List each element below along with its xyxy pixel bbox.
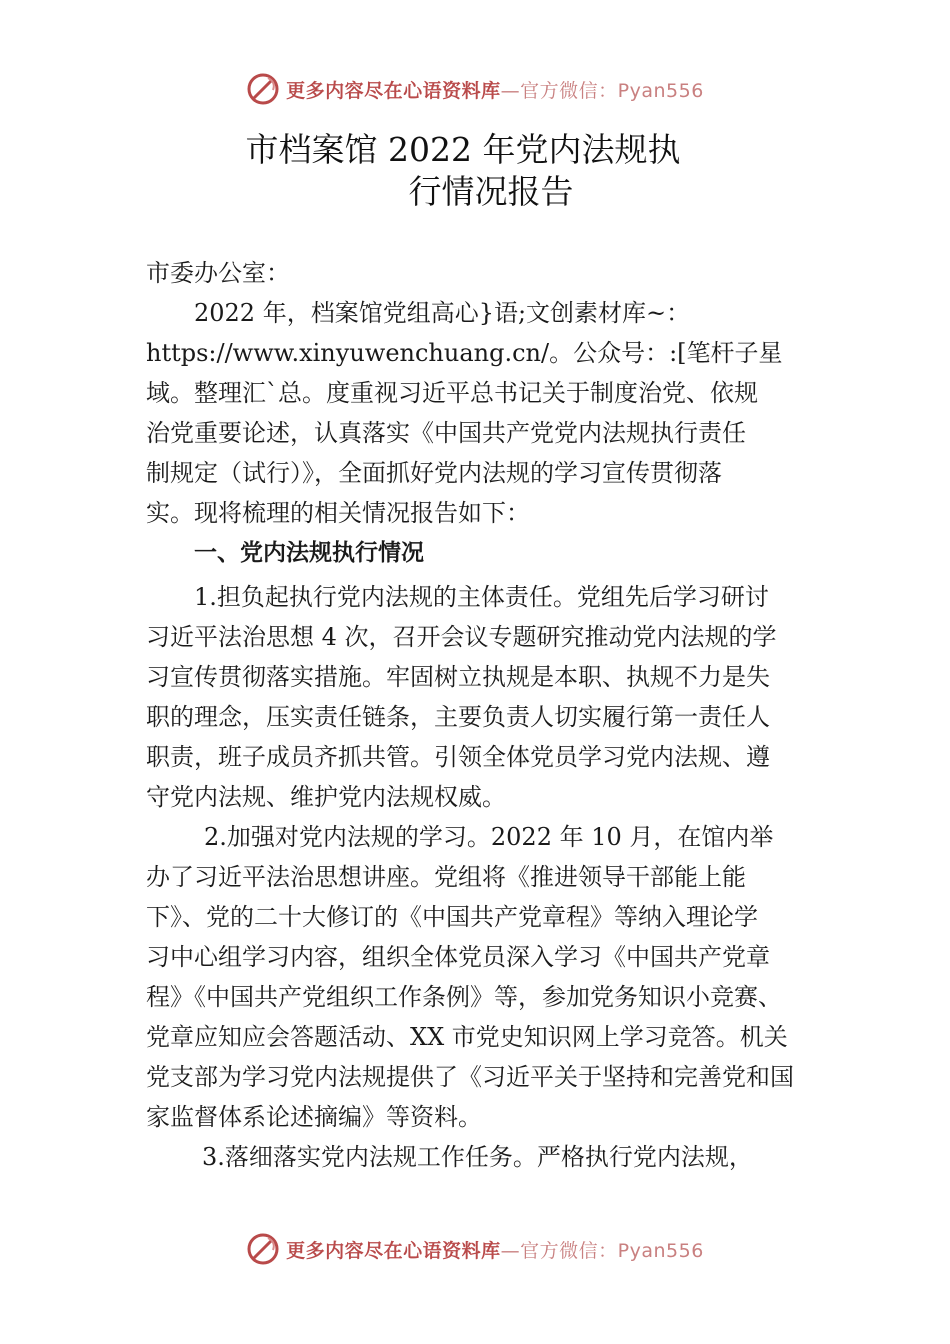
paragraph-line: 治党重要论述，认真落实《中国共产党党内法规执行责任: [146, 419, 746, 447]
paragraph-line: 习中心组学习内容，组织全体党员深入学习《中国共产党章: [146, 943, 770, 971]
paragraph-line: 家监督体系论述摘编》等资料。: [146, 1103, 482, 1131]
paragraph-line: 2.加强对党内法规的学习。2022 年 10 月，在馆内举: [204, 823, 774, 851]
paragraph-line: 制规定（试行）》，全面抓好党内法规的学习宣传贯彻落: [146, 459, 722, 487]
document-title-line-1: 市档案馆 2022 年党内法规执: [245, 130, 681, 169]
paragraph-line: 域。整理汇`总。度重视习近平总书记关于制度治党、依规: [146, 379, 758, 407]
section-heading: 一、党内法规执行情况: [194, 540, 424, 566]
paragraph-line: 程》《中国共产党组织工作条例》等，参加党务知识小竞赛、: [146, 983, 782, 1011]
paragraph-line: 职责，班子成员齐抓共管。引领全体党员学习党内法规、遵: [146, 743, 770, 771]
paragraph-line: 1.担负起执行党内法规的主体责任。党组先后学习研讨: [194, 583, 769, 611]
watermark-brand: 更多内容尽在心语资料库: [286, 1239, 501, 1262]
spread-text: 2022 年，档案馆党组高心}语;文创素材库~：: [194, 299, 691, 327]
paragraph-line: 3.落细落实党内法规工作任务。严格执行党内法规，: [202, 1143, 753, 1171]
paragraph-line: 习近平法治思想 4 次，召开会议专题研究推动党内法规的学: [146, 623, 777, 651]
paragraph-line: 实。现将梳理的相关情况报告如下：: [146, 499, 530, 527]
paragraph-line: 习宣传贯彻落实措施。牢固树立执规是本职、执规不力是失: [146, 663, 770, 691]
watermark-text: [286, 1236, 704, 1263]
document-title-line-2: 行情况报告: [408, 172, 574, 211]
watermark-contact: —官方微信：Pyan556: [500, 1239, 704, 1262]
paragraph-line: https://www.xinyuwenchuang.cn/。公众号：:[笔杆子星: [146, 339, 783, 367]
watermark-brand: 更多内容尽在心语资料库: [286, 79, 501, 102]
brand-logo-icon: [246, 72, 280, 106]
paragraph-line: 守党内法规、维护党内法规权威。: [146, 783, 506, 811]
paragraph-line: 职的理念，压实责任链条，主要负责人切实履行第一责任人: [146, 703, 770, 731]
salutation: 市委办公室：: [146, 259, 290, 287]
paragraph-line: 党支部为学习党内法规提供了《习近平关于坚持和完善党和国: [146, 1063, 794, 1091]
paragraph-line: 办了习近平法治思想讲座。党组将《推进领导干部能上能: [146, 863, 746, 891]
paragraph-line: 下》、党的二十大修订的《中国共产党章程》等纳入理论学: [146, 903, 758, 931]
watermark-bottom: [0, 1232, 950, 1266]
watermark-top: [0, 72, 950, 106]
paragraph-line: [194, 298, 806, 328]
paragraph-line: 党章应知应会答题活动、XX 市党史知识网上学习竞答。机关: [146, 1023, 788, 1051]
brand-logo-icon: [246, 1232, 280, 1266]
watermark-contact: —官方微信：Pyan556: [500, 79, 704, 102]
watermark-text: [286, 76, 704, 103]
